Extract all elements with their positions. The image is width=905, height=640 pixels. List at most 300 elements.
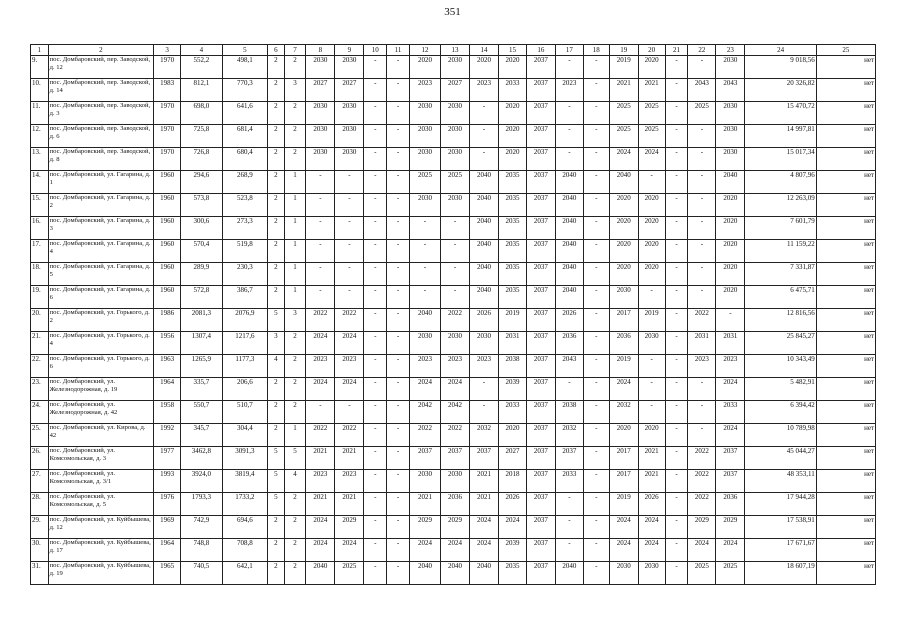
table-cell: 2039 bbox=[498, 378, 526, 401]
table-cell: - bbox=[665, 79, 688, 102]
table-cell: 2037 bbox=[409, 447, 440, 470]
table-cell: 2081,3 bbox=[181, 309, 222, 332]
table-cell: - bbox=[409, 263, 440, 286]
table-cell: 2030 bbox=[335, 148, 364, 171]
table-cell: 1993 bbox=[154, 470, 181, 493]
cost-cell: 5 482,91 bbox=[745, 378, 816, 401]
table-cell: 2025 bbox=[409, 171, 440, 194]
table-cell: 523,8 bbox=[222, 194, 268, 217]
table-cell: 2 bbox=[284, 102, 306, 125]
table-cell: 2025 bbox=[716, 562, 745, 585]
table-cell: - bbox=[665, 355, 688, 378]
table-cell: - bbox=[441, 240, 470, 263]
address-cell: пос. Домбаровский, ул. Комсомольская, д. 3 bbox=[48, 447, 154, 470]
table-cell: 2021 bbox=[638, 79, 665, 102]
table-cell: 2023 bbox=[335, 355, 364, 378]
table-cell: 1307,4 bbox=[181, 332, 222, 355]
table-cell: 2040 bbox=[409, 309, 440, 332]
table-cell: 2 bbox=[268, 240, 285, 263]
address-cell: пос. Домбаровский, ул. Железнодорожная, д. 19 bbox=[48, 378, 154, 401]
table-cell: - bbox=[387, 309, 410, 332]
column-number-header: 5 bbox=[222, 45, 268, 56]
table-cell: - bbox=[665, 309, 688, 332]
table-cell: 2023 bbox=[306, 355, 335, 378]
table-cell: 1177,3 bbox=[222, 355, 268, 378]
table-cell: - bbox=[555, 539, 583, 562]
row-number-cell: 28. bbox=[31, 493, 49, 516]
table-cell: 2025 bbox=[609, 102, 638, 125]
table-cell: - bbox=[306, 401, 335, 424]
table-cell: 268,9 bbox=[222, 171, 268, 194]
table-cell: 1965 bbox=[154, 562, 181, 585]
table-cell: 2021 bbox=[335, 493, 364, 516]
table-cell: - bbox=[665, 562, 688, 585]
table-cell: 1960 bbox=[154, 263, 181, 286]
status-cell: нет bbox=[816, 470, 875, 493]
cost-cell: 45 044,27 bbox=[745, 447, 816, 470]
table-cell: - bbox=[555, 493, 583, 516]
table-cell: - bbox=[665, 516, 688, 539]
table-cell: - bbox=[665, 217, 688, 240]
column-number-header: 4 bbox=[181, 45, 222, 56]
table-cell: - bbox=[688, 148, 716, 171]
table-cell: 2030 bbox=[441, 102, 470, 125]
table-cell: - bbox=[469, 148, 498, 171]
table-cell: 2035 bbox=[498, 240, 526, 263]
table-cell: 2037 bbox=[526, 332, 555, 355]
table-cell: 2 bbox=[268, 539, 285, 562]
table-cell: 1963 bbox=[154, 355, 181, 378]
table-cell: - bbox=[716, 309, 745, 332]
table-cell: 1983 bbox=[154, 79, 181, 102]
table-cell: - bbox=[335, 286, 364, 309]
table-row bbox=[31, 240, 876, 263]
table-cell: 708,8 bbox=[222, 539, 268, 562]
table-cell: 2037 bbox=[526, 56, 555, 79]
table-row bbox=[31, 125, 876, 148]
table-cell: 3 bbox=[284, 309, 306, 332]
table-cell: 2040 bbox=[469, 263, 498, 286]
table-cell: - bbox=[306, 286, 335, 309]
column-number-header: 9 bbox=[335, 45, 364, 56]
table-cell: 2024 bbox=[716, 378, 745, 401]
table-cell: 2037 bbox=[526, 79, 555, 102]
table-cell: 2022 bbox=[688, 493, 716, 516]
table-cell: 2037 bbox=[526, 102, 555, 125]
table-cell: 2 bbox=[268, 401, 285, 424]
table-cell: - bbox=[364, 378, 387, 401]
status-cell: нет bbox=[816, 378, 875, 401]
table-cell: - bbox=[555, 102, 583, 125]
table-cell: 2020 bbox=[409, 56, 440, 79]
table-cell: 2035 bbox=[498, 286, 526, 309]
table-cell: - bbox=[665, 125, 688, 148]
table-cell: 2030 bbox=[638, 562, 665, 585]
table-cell: 2030 bbox=[306, 148, 335, 171]
row-number-cell: 26. bbox=[31, 447, 49, 470]
table-cell: 2030 bbox=[409, 194, 440, 217]
column-number-header: 17 bbox=[555, 45, 583, 56]
table-cell: - bbox=[555, 56, 583, 79]
table-cell: 1970 bbox=[154, 56, 181, 79]
table-cell: 552,2 bbox=[181, 56, 222, 79]
table-cell: 2 bbox=[284, 355, 306, 378]
table-cell: 748,8 bbox=[181, 539, 222, 562]
table-cell: 2040 bbox=[469, 240, 498, 263]
table-cell: 2030 bbox=[441, 470, 470, 493]
table-cell: - bbox=[583, 447, 609, 470]
table-cell: 5 bbox=[268, 470, 285, 493]
table-cell: - bbox=[583, 263, 609, 286]
table-cell: - bbox=[583, 493, 609, 516]
table-cell: - bbox=[387, 102, 410, 125]
table-cell: 1 bbox=[284, 424, 306, 447]
table-cell: 4 bbox=[284, 470, 306, 493]
row-number-cell: 17. bbox=[31, 240, 49, 263]
table-row bbox=[31, 286, 876, 309]
table-cell: 2 bbox=[284, 401, 306, 424]
table-cell: 2 bbox=[284, 493, 306, 516]
table-cell: 2035 bbox=[498, 263, 526, 286]
table-cell: 2025 bbox=[638, 125, 665, 148]
table-cell: - bbox=[364, 424, 387, 447]
table-cell: 2024 bbox=[469, 539, 498, 562]
table-cell: - bbox=[409, 217, 440, 240]
table-cell: 2 bbox=[284, 148, 306, 171]
table-cell: 2032 bbox=[555, 424, 583, 447]
table-cell: - bbox=[387, 171, 410, 194]
table-cell: 2024 bbox=[441, 378, 470, 401]
table-cell: 2030 bbox=[306, 56, 335, 79]
table-cell: 1977 bbox=[154, 447, 181, 470]
table-cell: - bbox=[688, 194, 716, 217]
table-row bbox=[31, 171, 876, 194]
table-cell: 2020 bbox=[638, 424, 665, 447]
table-cell: 2043 bbox=[688, 79, 716, 102]
table-cell: 2024 bbox=[688, 539, 716, 562]
table-cell: 2022 bbox=[441, 424, 470, 447]
table-cell: 2040 bbox=[306, 562, 335, 585]
address-cell: пос. Домбаровский, ул. Комсомольская, д. 5 bbox=[48, 493, 154, 516]
table-cell: 2035 bbox=[498, 217, 526, 240]
table-cell: 2023 bbox=[469, 79, 498, 102]
address-cell: пос. Домбаровский, ул. Горького, д. 6 bbox=[48, 355, 154, 378]
column-number-header: 11 bbox=[387, 45, 410, 56]
table-cell: 2033 bbox=[555, 470, 583, 493]
table-cell: 2024 bbox=[306, 378, 335, 401]
table-cell: - bbox=[306, 194, 335, 217]
table-cell: - bbox=[638, 401, 665, 424]
table-cell: - bbox=[306, 240, 335, 263]
cost-cell: 10 343,49 bbox=[745, 355, 816, 378]
table-cell: 1992 bbox=[154, 424, 181, 447]
table-cell: 2 bbox=[268, 263, 285, 286]
table-cell: 2037 bbox=[526, 493, 555, 516]
table-cell: 2030 bbox=[306, 102, 335, 125]
table-cell: 2023 bbox=[688, 355, 716, 378]
table-cell: 3462,8 bbox=[181, 447, 222, 470]
table-cell: 289,9 bbox=[181, 263, 222, 286]
table-cell: - bbox=[364, 217, 387, 240]
table-cell: 641,6 bbox=[222, 102, 268, 125]
table-cell: 2036 bbox=[609, 332, 638, 355]
table-cell: 2020 bbox=[469, 56, 498, 79]
row-number-cell: 29. bbox=[31, 516, 49, 539]
table-cell: - bbox=[364, 240, 387, 263]
column-number-header: 14 bbox=[469, 45, 498, 56]
table-cell: - bbox=[665, 424, 688, 447]
table-cell: 2037 bbox=[526, 309, 555, 332]
table-cell: - bbox=[306, 171, 335, 194]
table-cell: 1733,2 bbox=[222, 493, 268, 516]
table-cell: - bbox=[583, 148, 609, 171]
table-cell: 2030 bbox=[716, 125, 745, 148]
table-cell: 2 bbox=[268, 286, 285, 309]
row-number-cell: 27. bbox=[31, 470, 49, 493]
cost-cell: 17 944,28 bbox=[745, 493, 816, 516]
table-cell: 2021 bbox=[409, 493, 440, 516]
table-cell: 572,8 bbox=[181, 286, 222, 309]
table-cell: 2030 bbox=[409, 332, 440, 355]
column-number-header: 19 bbox=[609, 45, 638, 56]
address-cell: пос. Домбаровский, ул. Куйбышева, д. 19 bbox=[48, 562, 154, 585]
column-number-header: 6 bbox=[268, 45, 285, 56]
table-cell: - bbox=[364, 447, 387, 470]
cost-cell: 7 601,79 bbox=[745, 217, 816, 240]
table-cell: - bbox=[583, 56, 609, 79]
table-cell: 550,7 bbox=[181, 401, 222, 424]
table-cell: - bbox=[583, 309, 609, 332]
table-cell: 2023 bbox=[306, 470, 335, 493]
table-cell: 3819,4 bbox=[222, 470, 268, 493]
table-row bbox=[31, 217, 876, 240]
status-cell: нет bbox=[816, 447, 875, 470]
status-cell: нет bbox=[816, 102, 875, 125]
status-cell: нет bbox=[816, 493, 875, 516]
table-cell: - bbox=[409, 286, 440, 309]
housing-repair-table bbox=[30, 44, 876, 585]
cost-cell: 6 394,42 bbox=[745, 401, 816, 424]
table-cell: - bbox=[387, 56, 410, 79]
table-cell: 2020 bbox=[716, 240, 745, 263]
table-cell: - bbox=[665, 194, 688, 217]
table-cell: 2029 bbox=[409, 516, 440, 539]
table-cell: - bbox=[688, 56, 716, 79]
table-cell: 335,7 bbox=[181, 378, 222, 401]
table-cell: 2024 bbox=[335, 378, 364, 401]
table-cell: 2030 bbox=[335, 56, 364, 79]
table-cell: 2 bbox=[268, 56, 285, 79]
table-cell: 1960 bbox=[154, 194, 181, 217]
row-number-cell: 15. bbox=[31, 194, 49, 217]
table-cell: - bbox=[583, 424, 609, 447]
table-cell: 230,3 bbox=[222, 263, 268, 286]
table-cell: 2031 bbox=[498, 332, 526, 355]
table-cell: 2019 bbox=[609, 355, 638, 378]
table-cell: 5 bbox=[268, 493, 285, 516]
table-cell: 2036 bbox=[716, 493, 745, 516]
table-cell: - bbox=[469, 102, 498, 125]
table-cell: 2024 bbox=[306, 516, 335, 539]
table-cell: - bbox=[665, 447, 688, 470]
status-cell: нет bbox=[816, 56, 875, 79]
table-row bbox=[31, 79, 876, 102]
table-cell: 2020 bbox=[638, 240, 665, 263]
row-number-cell: 31. bbox=[31, 562, 49, 585]
table-cell: 2025 bbox=[335, 562, 364, 585]
table-cell: 770,3 bbox=[222, 79, 268, 102]
table-cell: 2020 bbox=[716, 263, 745, 286]
table-cell: 2025 bbox=[688, 562, 716, 585]
table-cell: 2 bbox=[268, 125, 285, 148]
table-cell: - bbox=[555, 148, 583, 171]
address-cell: пос. Домбаровский, ул. Гагарина, д. 4 bbox=[48, 240, 154, 263]
table-cell: 1960 bbox=[154, 217, 181, 240]
table-cell: 2040 bbox=[555, 240, 583, 263]
page-number: 351 bbox=[444, 6, 461, 18]
table-cell: 2 bbox=[284, 378, 306, 401]
table-cell: - bbox=[638, 171, 665, 194]
table-cell: 2021 bbox=[469, 470, 498, 493]
table-cell: 5 bbox=[268, 309, 285, 332]
table-cell: 3924,0 bbox=[181, 470, 222, 493]
table-cell: 2030 bbox=[306, 125, 335, 148]
column-number-header: 20 bbox=[638, 45, 665, 56]
table-cell: 1 bbox=[284, 194, 306, 217]
table-cell: 2036 bbox=[441, 493, 470, 516]
table-cell: 345,7 bbox=[181, 424, 222, 447]
table-cell: 2024 bbox=[409, 539, 440, 562]
table-cell: - bbox=[583, 470, 609, 493]
status-cell: нет bbox=[816, 309, 875, 332]
table-cell: 1 bbox=[284, 240, 306, 263]
table-cell: 2022 bbox=[306, 424, 335, 447]
column-number-header: 18 bbox=[583, 45, 609, 56]
table-cell: 2040 bbox=[469, 194, 498, 217]
table-cell: - bbox=[638, 378, 665, 401]
table-cell: 2037 bbox=[526, 424, 555, 447]
table-cell: 300,6 bbox=[181, 217, 222, 240]
status-cell: нет bbox=[816, 171, 875, 194]
status-cell: нет bbox=[816, 79, 875, 102]
table-cell: - bbox=[335, 194, 364, 217]
table-cell: - bbox=[583, 516, 609, 539]
address-cell: пос. Домбаровский, ул. Гагарина, д. 1 bbox=[48, 171, 154, 194]
table-cell: - bbox=[688, 171, 716, 194]
table-cell: - bbox=[364, 286, 387, 309]
table-cell: 2037 bbox=[526, 171, 555, 194]
table-cell: 2022 bbox=[688, 309, 716, 332]
address-cell: пос. Домбаровский, ул. Гагарина, д. 6 bbox=[48, 286, 154, 309]
cost-cell: 48 353,11 bbox=[745, 470, 816, 493]
table-cell: 2 bbox=[268, 424, 285, 447]
table-cell: 2020 bbox=[609, 217, 638, 240]
table-cell: 2037 bbox=[526, 355, 555, 378]
table-cell: 2036 bbox=[555, 332, 583, 355]
table-cell: 2020 bbox=[609, 194, 638, 217]
table-cell: 2020 bbox=[638, 194, 665, 217]
cost-cell: 12 816,56 bbox=[745, 309, 816, 332]
table-cell: 2017 bbox=[609, 470, 638, 493]
table-cell: 2019 bbox=[638, 309, 665, 332]
table-cell: - bbox=[387, 401, 410, 424]
table-cell: - bbox=[688, 286, 716, 309]
table-cell: 2037 bbox=[526, 217, 555, 240]
table-cell: 1 bbox=[284, 286, 306, 309]
table-cell: 2030 bbox=[469, 332, 498, 355]
table-cell: - bbox=[387, 286, 410, 309]
table-cell: 2024 bbox=[638, 516, 665, 539]
table-cell: - bbox=[387, 447, 410, 470]
table-cell: 2037 bbox=[441, 447, 470, 470]
table-cell: 725,8 bbox=[181, 125, 222, 148]
table-cell: - bbox=[364, 401, 387, 424]
table-cell: - bbox=[469, 125, 498, 148]
table-cell: - bbox=[583, 539, 609, 562]
table-row bbox=[31, 447, 876, 470]
table-cell: - bbox=[441, 286, 470, 309]
table-cell: 2037 bbox=[526, 194, 555, 217]
table-cell: - bbox=[665, 286, 688, 309]
table-cell: 3 bbox=[284, 79, 306, 102]
table-cell: - bbox=[387, 562, 410, 585]
table-cell: 2 bbox=[268, 171, 285, 194]
table-cell: 2037 bbox=[526, 148, 555, 171]
table-cell: 386,7 bbox=[222, 286, 268, 309]
column-number-header: 23 bbox=[716, 45, 745, 56]
table-cell: 2022 bbox=[688, 447, 716, 470]
table-cell: 1969 bbox=[154, 516, 181, 539]
table-cell: - bbox=[364, 79, 387, 102]
table-cell: 2037 bbox=[716, 447, 745, 470]
table-cell: - bbox=[583, 102, 609, 125]
table-cell: 2024 bbox=[716, 539, 745, 562]
table-cell: 1960 bbox=[154, 286, 181, 309]
table-cell: - bbox=[387, 217, 410, 240]
table-row bbox=[31, 493, 876, 516]
column-number-header: 22 bbox=[688, 45, 716, 56]
table-cell: 2023 bbox=[409, 355, 440, 378]
table-cell: 1970 bbox=[154, 102, 181, 125]
row-number-cell: 24. bbox=[31, 401, 49, 424]
column-number-header: 25 bbox=[816, 45, 875, 56]
table-cell: 2022 bbox=[335, 424, 364, 447]
table-cell: 694,6 bbox=[222, 516, 268, 539]
table-cell: 642,1 bbox=[222, 562, 268, 585]
table-cell: - bbox=[665, 148, 688, 171]
table-cell: 2 bbox=[284, 332, 306, 355]
table-cell: - bbox=[688, 424, 716, 447]
table-cell: 2040 bbox=[469, 286, 498, 309]
table-cell: 2030 bbox=[409, 470, 440, 493]
table-cell: 2030 bbox=[441, 125, 470, 148]
row-number-cell: 18. bbox=[31, 263, 49, 286]
table-cell: 1 bbox=[284, 263, 306, 286]
table-cell: 206,6 bbox=[222, 378, 268, 401]
table-cell: - bbox=[688, 263, 716, 286]
table-cell: 2020 bbox=[716, 194, 745, 217]
table-cell: 2032 bbox=[469, 424, 498, 447]
table-cell: 2021 bbox=[609, 79, 638, 102]
cost-cell: 14 997,81 bbox=[745, 125, 816, 148]
row-number-cell: 25. bbox=[31, 424, 49, 447]
table-cell: 2023 bbox=[441, 355, 470, 378]
table-cell: 2024 bbox=[609, 539, 638, 562]
table-cell: 2021 bbox=[335, 447, 364, 470]
table-cell: - bbox=[469, 401, 498, 424]
table-cell: 2040 bbox=[609, 171, 638, 194]
table-row bbox=[31, 194, 876, 217]
